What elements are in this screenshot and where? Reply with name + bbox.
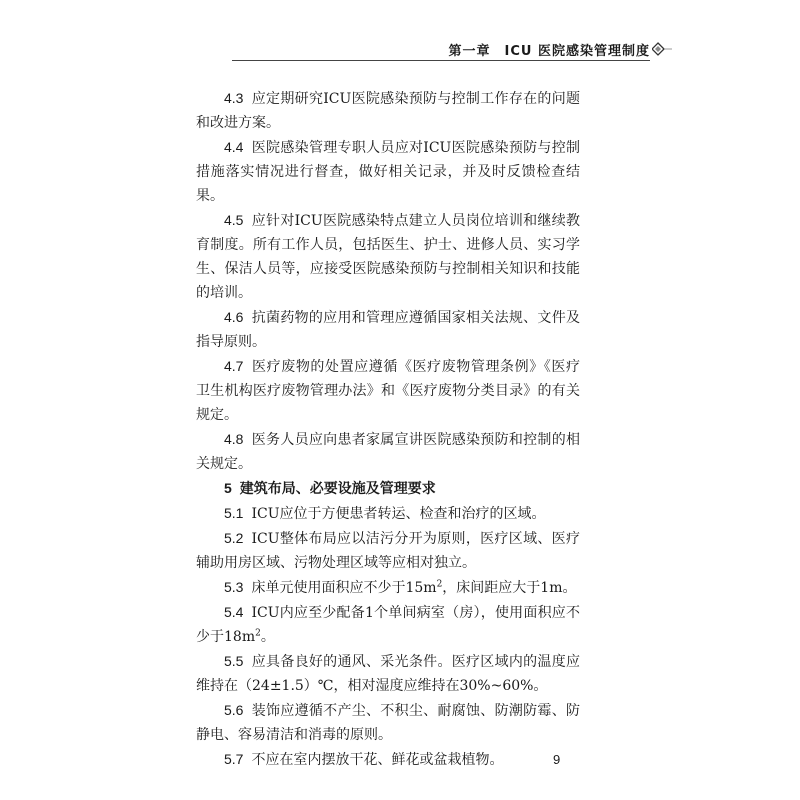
clause-number: 4.8	[224, 431, 244, 447]
clause-text: ICU内应至少配备1个单间病室（房），使用面积应不少于18m	[196, 605, 580, 645]
clause-text: 抗菌药物的应用和管理应遵循国家相关法规、文件及指导原则。	[196, 310, 580, 350]
superscript: 2	[436, 579, 443, 590]
clause-number: 4.4	[224, 139, 244, 155]
paragraph-4-7	[196, 354, 580, 427]
page-number: 9	[553, 752, 561, 767]
paragraph-5-1	[196, 501, 580, 526]
clause-text: 装饰应遵循不产尘、不积尘、耐腐蚀、防潮防霉、防静电、容易清洁和消毒的原则。	[196, 703, 580, 743]
clause-number: 5.7	[224, 751, 244, 767]
paragraph-4-6	[196, 305, 580, 354]
paragraph-5-4	[196, 600, 580, 649]
clause-text: 。	[260, 629, 275, 645]
header-rule	[232, 60, 650, 61]
section-heading-5	[196, 476, 580, 501]
clause-text: 医院感染管理专职人员应对ICU医院感染预防与控制措施落实情况进行督查，做好相关记录，并及时反馈检查结果。	[196, 140, 580, 204]
paragraph-5-7	[196, 747, 580, 772]
clause-text: 不应在室内摆放干花、鲜花或盆栽植物。	[251, 752, 504, 768]
clause-text: ICU整体布局应以洁污分开为原则，医疗区域、医疗辅助用房区域、污物处理区域等应相对独立。	[196, 531, 580, 571]
paragraph-4-8	[196, 427, 580, 476]
paragraph-5-5	[196, 649, 580, 698]
clause-text: 应具备良好的通风、采光条件。医疗区域内的温度应维持在（24±1.5）℃，相对湿度应维持在30%~60%。	[196, 654, 580, 694]
clause-text: 床单元使用面积应不少于15m	[251, 580, 437, 596]
paragraph-5-2	[196, 526, 580, 575]
clause-number: 4.3	[224, 90, 244, 106]
clause-text: 应定期研究ICU医院感染预防与控制工作存在的问题和改进方案。	[196, 91, 580, 131]
clause-text: 医务人员应向患者家属宣讲医院感染预防和控制的相关规定。	[196, 432, 580, 472]
clause-number: 5.6	[224, 702, 244, 718]
body-text	[196, 86, 580, 772]
diamond-ornament-icon	[652, 42, 672, 56]
superscript: 2	[255, 628, 261, 639]
clause-text: ，床间距应大于1m。	[442, 580, 577, 596]
clause-number: 5.5	[224, 653, 244, 669]
paragraph-4-3	[196, 86, 580, 135]
clause-text: 医疗废物的处置应遵循《医疗废物管理条例》《医疗卫生机构医疗废物管理办法》和《医疗废物分类目录》的有关规定。	[196, 359, 580, 423]
clause-number: 4.5	[224, 212, 244, 228]
clause-number: 5.1	[224, 505, 244, 521]
clause-number: 4.6	[224, 309, 244, 325]
clause-number: 5.2	[224, 530, 244, 546]
section-title: 建筑布局、必要设施及管理要求	[239, 481, 436, 497]
paragraph-5-6	[196, 698, 580, 747]
paragraph-4-5	[196, 208, 580, 305]
clause-number: 5.4	[224, 604, 244, 620]
chapter-header: 第一章 ICU 医院感染管理制度	[448, 44, 650, 59]
clause-text: 应针对ICU医院感染特点建立人员岗位培训和继续教育制度。所有工作人员，包括医生、护士、进修人员、实习学生、保洁人员等，应接受医院感染预防与控制相关知识和技能的培训。	[196, 213, 580, 301]
clause-number: 4.7	[224, 358, 244, 374]
paragraph-5-3	[196, 575, 580, 600]
paragraph-4-4	[196, 135, 580, 208]
section-number: 5	[224, 480, 232, 496]
clause-number: 5.3	[224, 579, 244, 595]
clause-text: ICU应位于方便患者转运、检查和治疗的区域。	[251, 506, 546, 522]
